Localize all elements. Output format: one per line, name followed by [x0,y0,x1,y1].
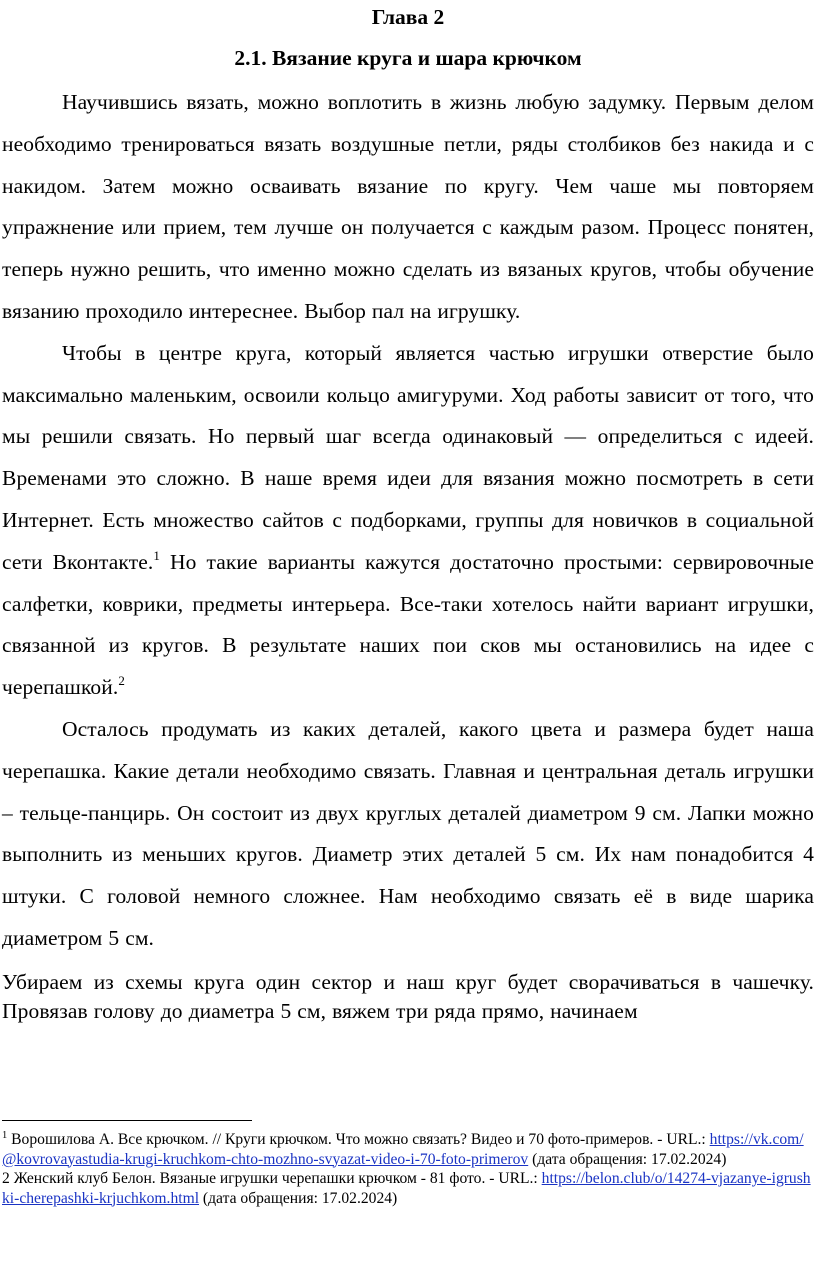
footnote-ref-2[interactable]: 2 [118,673,125,689]
chapter-heading: Глава 2 [371,5,445,29]
paragraph-4: Убираем из схемы круга один сектор и наш круг будет сворачиваться в чашечку. Провязав голову до диаметра 5 см, вяжем три ряда прямо, начинаем [2,969,814,1023]
footnote-2-access-date: (дата обращения: 17.02.2024) [199,1189,398,1207]
footnote-ref-1[interactable]: 1 [153,547,160,563]
footnote-2-link[interactable]: https://belon.club/o/14274-vjazanye-igrushki-cherepashki-krjuchkom.html [2,1170,811,1207]
footnote-2-text: Женский клуб Белон. Вязаные игрушки черепашки крючком - 81 фото. - URL.: [9,1170,542,1187]
section-heading: 2.1. Вязание круга и шара крючком [234,46,582,70]
footnote-1-link[interactable]: https://vk.com/@kovrovayastudia-krugi-kruchkom-chto-mozhno-svyazat-video-i-70-foto-primerov [2,1131,804,1168]
footnote-1-marker: 1 [2,1130,8,1141]
paragraph-2-text-b: Но такие варианты кажутся достаточно простыми: сервировочные салфетки, коврики, предметы интерьера. Все-таки хотелось найти вариант игрушки, связанной из кругов. В результате наших пои сков мы остановились на идее с черепашкой. [2,549,814,700]
paragraph-3: Осталось продумать из каких деталей, какого цвета и размера будет наша черепашка. Какие детали необходимо связать. Главная и центральная деталь игрушки – тельце-панцирь. Он состоит из двух круглых деталей диаметром 9 см. Лапки можно выполнить из меньших кругов. Диаметр этих деталей 5 см. Их нам понадобится 4 штуки. С головой немного сложнее. Нам необходимо связать её в виде шарика диаметром 5 см. [2,716,814,950]
footnote-1-text: Ворошилова А. Все крючком. // Круги крючком. Что можно связать? Видео и 70 фото-примеров. - URL.: [7,1131,710,1148]
footnote-separator [2,1120,252,1121]
footnote-2 [2,1169,814,1208]
footnote-2-marker: 2 [2,1170,10,1187]
paragraph-2-text-a: Чтобы в центре круга, который является частью игрушки отверстие было максимально маленьким, освоили кольцо амигуруми. Ход работы зависит от того, что мы решили связать. Но первый шаг всегда одинаковый — определиться с идеей. Временами это сложно. В наше время идеи для вязания можно посмотреть в сети Интернет. Есть множество сайтов с подборками, группы для новичков в социальной сети Вконтакте. [2,340,814,574]
footnote-1-access-date: (дата обращения: 17.02.2024) [528,1150,727,1168]
footnotes [2,1130,814,1208]
paragraph-1: Научившись вязать, можно воплотить в жизнь любую задумку. Первым делом необходимо тренироваться вязать воздушные петли, ряды столбиков без накида и с накидом. Затем можно осваивать вязание по кругу. Чем чаше мы повторяем упражнение или прием, тем лучше он получается с каждым разом. Процесс понятен, теперь нужно решить, что именно можно сделать из вязаных кругов, чтобы обучение вязанию проходило интереснее. Выбор пал на игрушку. [2,90,814,323]
body-text [2,82,814,1026]
paragraph-2 [2,333,814,709]
footnote-1 [2,1130,814,1169]
